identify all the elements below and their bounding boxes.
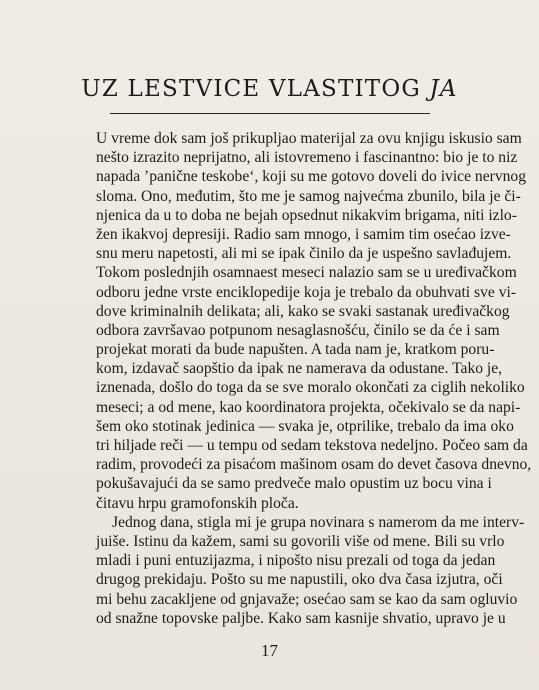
paragraph-1: [96, 129, 532, 513]
text-line: radim, provodeći za pisaćom mašinom osam do devet časova dnevno,: [96, 456, 532, 474]
text-line: odboru jedne vrste enciklopedije koja je trebalo da obuhvati sve vi-: [96, 283, 517, 301]
text-line: projekat morati da bude napušten. A tada nam je, kratkom poru-: [96, 341, 495, 359]
text-line: pokušavajući da se samo predveče malo opustim uz bocu vina i: [96, 475, 492, 493]
text-line: dove kriminalnih delikata; ali, kako se svaki sastanak uređivačkog: [96, 302, 510, 320]
text-line: od snažne topovske paljbe. Kako sam kasnije shvatio, upravo je u: [96, 609, 506, 627]
chapter-title-italic: JA: [429, 76, 458, 102]
text-line: Tokom poslednjih osamnaest meseci nalazio sam se u uređivačkom: [96, 264, 517, 282]
text-line: žen ikakvoj depresiji. Radio sam mnogo, i samim tim osećao izve-: [96, 225, 511, 243]
text-line: šem oko stotinak jedinica — svaka je, otprilike, trebalo da ima oko: [96, 417, 514, 435]
text-line: snu meru napetosti, ali mi se ipak činilo da je uspešno savlađujem.: [96, 245, 512, 263]
text-line: tri hiljade reči — u tempu od sedam tekstova nedeljno. Počeo sam da: [96, 437, 528, 454]
text-line: juiše. Istinu da kažem, sami su govorili više od mene. Bili su vrlo: [96, 532, 505, 550]
text-line: napada ’panične teskobe‘, koji su me gotovo doveli do ivice nervnog: [96, 168, 527, 186]
text-line: iznenada, došlo do toga da se sve moralo okončati za ciglih nekoliko: [96, 379, 525, 397]
title-underline-rule: [110, 113, 430, 114]
text-line: kom, izdavač saopštio da ipak ne namerava da odustane. Tako je,: [96, 360, 503, 378]
text-line: meseci; a od mene, kao koordinatora projekta, očekivalo se da napi-: [96, 398, 521, 416]
text-line: čitavu hrpu gramofonskih ploča.: [96, 494, 299, 512]
chapter-title: [0, 76, 539, 102]
text-line: drugog prekidaju. Pošto su me napustili, oko dva časa izjutra, oči: [96, 571, 503, 589]
text-line: odbora završavao potpunom nesaglasnošću, činilo se da će i sam: [96, 321, 500, 339]
paragraph-2: [96, 513, 525, 628]
text-line: Jednog dana, stigla mi je grupa novinara s namerom da me interv-: [112, 513, 525, 531]
text-line: U vreme dok sam još prikupljao materijal za ovu knjigu iskusio sam: [96, 130, 522, 147]
text-line: njenica da u to doba ne bejah opsednut nikakvim brigama, niti izlo-: [96, 206, 517, 224]
text-line: mladi i puni entuzijazma, i nipošto nisu prezali od toga da jedan: [96, 552, 496, 570]
text-line: nešto izrazito neprijatno, ali istovremeno i fascinantno: bio je to niz: [96, 149, 518, 167]
text-line: sloma. Ono, međutim, što me je samog najvećma zbunilo, bila je či-: [96, 187, 521, 205]
body-text: [96, 129, 532, 628]
page-number: 17: [261, 641, 278, 660]
text-line: mi behu zacakljene od gnjavaže; osećao sam se kao da sam ogluvio: [96, 590, 518, 608]
chapter-title-main: UZ LESTVICE VLASTITOG: [81, 76, 430, 102]
